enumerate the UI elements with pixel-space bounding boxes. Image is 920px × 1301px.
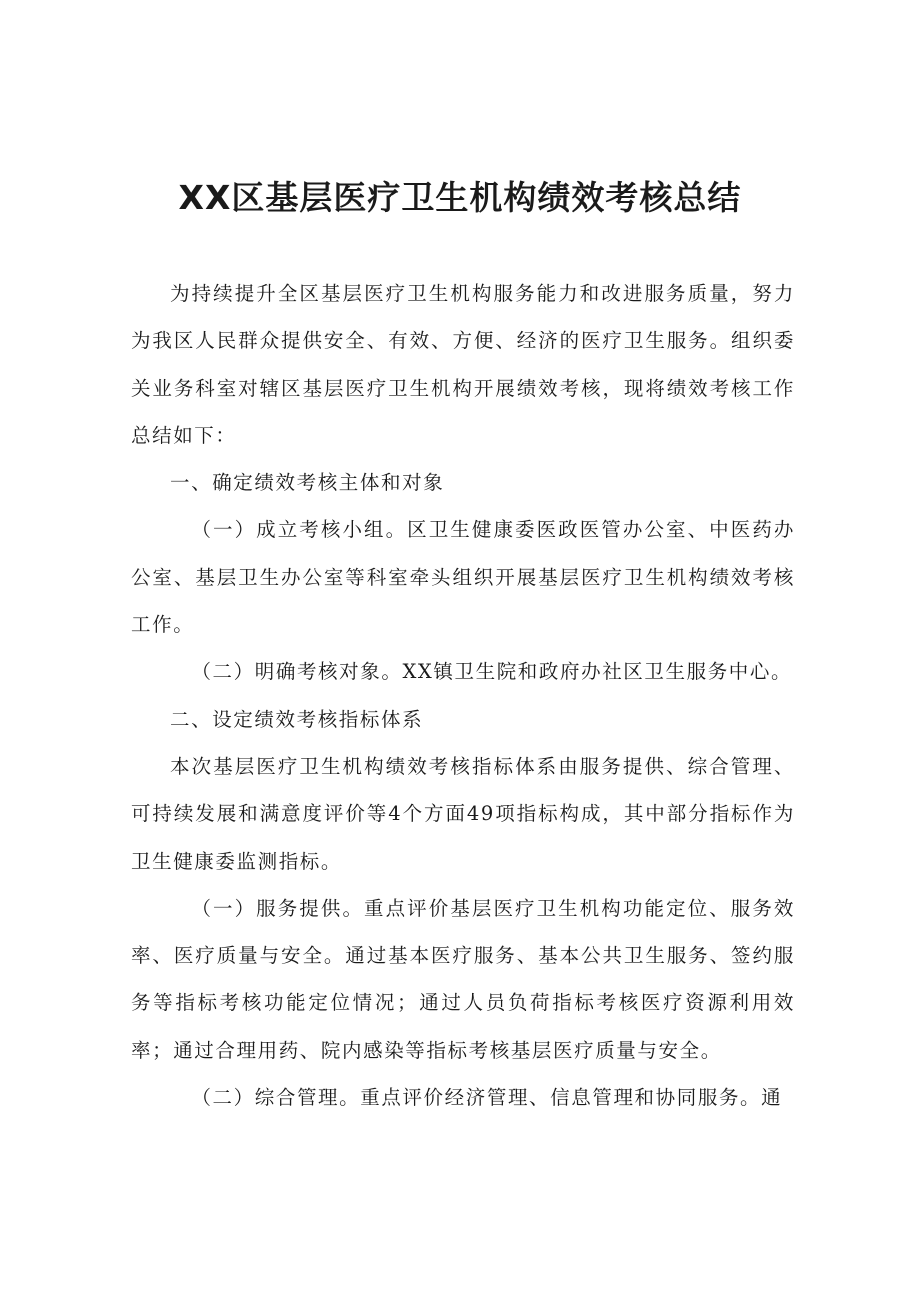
subsection-paragraph-2-1: （一）服务提供。重点评价基层医疗卫生机构功能定位、服务效率、医疗质量与安全。通过基本医疗服务、基本公共卫生服务、签约服务等指标考核功能定位情况；通过人员负荷指标考核医疗资源利用效率；通过合理用药、院内感染等指标考核基层医疗质量与安全。 [131, 896, 795, 1062]
document-title: XX区基层医疗卫生机构绩效考核总结 [178, 178, 742, 217]
subsection-paragraph-1-1: （一）成立考核小组。区卫生健康委医政医管办公室、中医药办公室、基层卫生办公室等科室牵头组织开展基层医疗卫生机构绩效考核工作。 [131, 518, 795, 637]
section-2-paragraph: 本次基层医疗卫生机构绩效考核指标体系由服务提供、综合管理、可持续发展和满意度评价等4个方面49项指标构成，其中部分指标作为卫生健康委监测指标。 [131, 754, 795, 873]
section-heading-2: 二、设定绩效考核指标体系 [170, 707, 424, 731]
subsection-paragraph-1-2: （二）明确考核对象。XX镇卫生院和政府办社区卫生服务中心。 [191, 660, 793, 684]
intro-paragraph: 为持续提升全区基层医疗卫生机构服务能力和改进服务质量，努力为我区人民群众提供安全、有效、方便、经济的医疗卫生服务。组织委关业务科室对辖区基层医疗卫生机构开展绩效考核，现将绩效考核工作总结如下： [131, 282, 795, 447]
subsection-paragraph-2-2: （二）综合管理。重点评价经济管理、信息管理和协同服务。通 [191, 1086, 783, 1110]
section-heading-1: 一、确定绩效考核主体和对象 [170, 471, 445, 495]
document-body [131, 270, 795, 1121]
